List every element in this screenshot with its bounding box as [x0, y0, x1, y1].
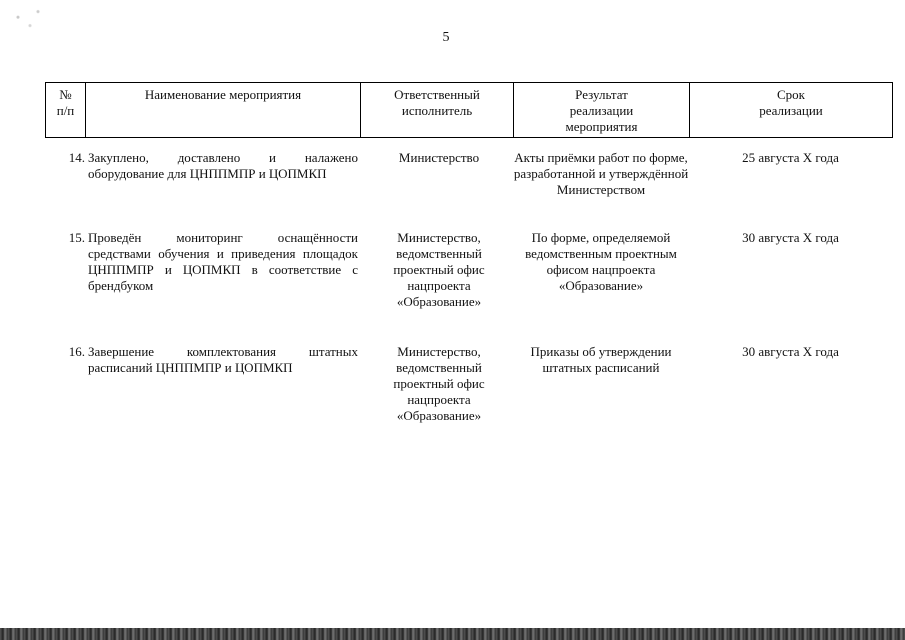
row-deadline: 30 августа Х года: [742, 344, 839, 359]
row-result: По форме, определяемой ведомственным проектным офисом нацпроекта «Образование»: [525, 230, 677, 293]
table-header: [45, 82, 893, 138]
row-number: 16.: [68, 344, 85, 359]
header-deadline-text: Срок реализации: [759, 87, 823, 118]
row-name: Завершение комплектования штатных расписаний ЦНППМПР и ЦОПМКП: [88, 344, 358, 375]
header-result-text: Результат реализации мероприятия: [565, 87, 638, 134]
row-name: Проведён мониторинг оснащённости средствами обучения и приведения площадок ЦНППМПР и ЦОПМКП в соответствие с брендбуком: [88, 230, 358, 293]
row-result: Приказы об утверждении штатных расписаний: [530, 344, 672, 375]
row-deadline: 25 августа Х года: [742, 150, 839, 165]
header-row: [46, 83, 893, 138]
page-number: 5: [442, 30, 450, 45]
header-responsible: [361, 83, 514, 138]
header-responsible-text: Ответственный исполнитель: [394, 87, 480, 118]
header-deadline: [690, 83, 893, 138]
header-result: [514, 83, 690, 138]
scan-edge: [0, 628, 905, 640]
row-name: Закуплено, доставлено и налажено оборудование для ЦНППМПР и ЦОПМКП: [88, 150, 358, 181]
row-deadline: 30 августа Х года: [742, 230, 839, 245]
header-number-text: № п/п: [56, 87, 75, 118]
row-result: Акты приёмки работ по форме, разработанной и утверждённой Министерством: [513, 150, 689, 197]
header-name: [86, 83, 361, 138]
header-name-text: Наименование мероприятия: [144, 87, 302, 102]
row-responsible: Министерство: [398, 150, 480, 165]
row-number: 15.: [68, 230, 85, 245]
row-number: 14.: [68, 150, 85, 165]
header-number: [46, 83, 86, 138]
row-responsible: Министерство, ведомственный проектный офис нацпроекта «Образование»: [393, 230, 485, 309]
row-responsible: Министерство, ведомственный проектный офис нацпроекта «Образование»: [393, 344, 485, 423]
